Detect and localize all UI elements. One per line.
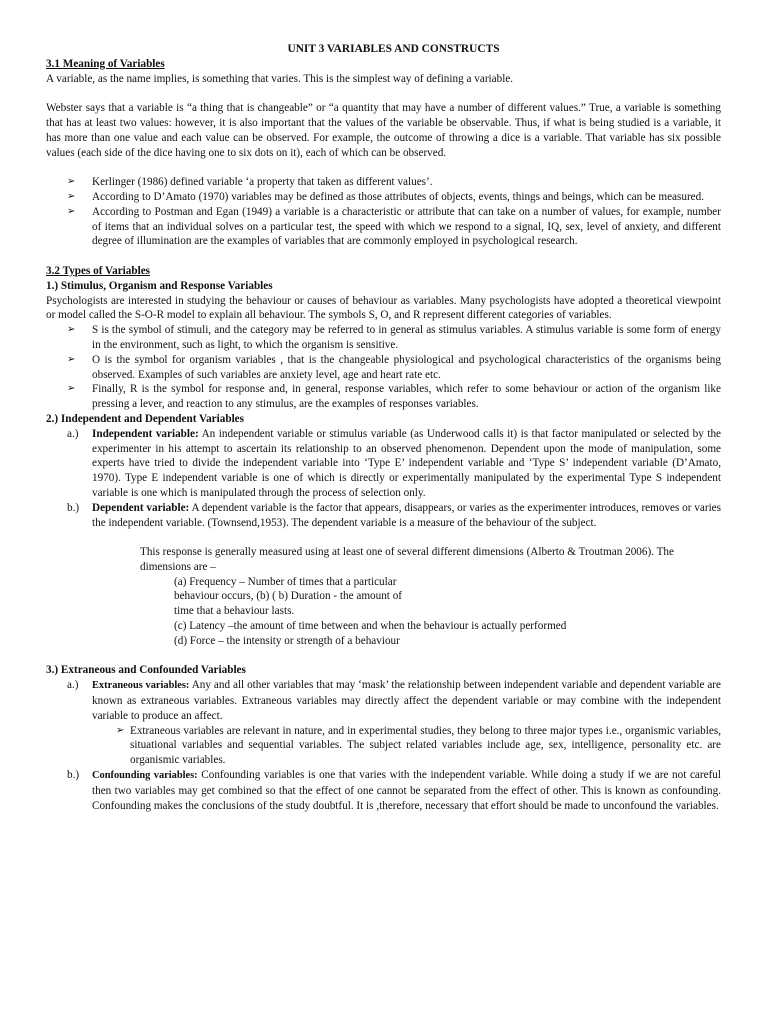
list-item: ➢ Finally, R is the symbol for response and, in general, response variables, which refer to some behaviour or action of the organism like pressing a lever, and reaction to any stimulus, are the examples of responses variables. — [67, 383, 721, 411]
arrow-bullet-icon: ➢ — [67, 205, 76, 217]
sor-list — [46, 323, 721, 412]
arrow-bullet-icon: ➢ — [67, 176, 76, 188]
section-heading-meaning: 3.1 Meaning of Variables — [46, 57, 165, 70]
arrow-bullet-icon: ➢ — [67, 383, 76, 395]
arrow-bullet-icon: ➢ — [67, 324, 76, 336]
arrow-bullet-icon: ➢ — [67, 353, 76, 365]
list-item: ➢ According to Postman and Egan (1949) a variable is a characteristic or attribute that can take on a number of values, for example, number of items that an individual solves on a particular test, the speed with which we respond to a signal, IQ, sex, level of anxiety, and different degree of illumination are the examples of variables that are commonly employed in psychological research. — [67, 205, 721, 248]
paragraph-webster: Webster says that a variable is “a thing that is changeable” or “a quantity that may have a number of different values.” True, a variable is something that has at least two values: however, it is also important that the values of the variable be observable. Thus, if what is being studied is a variable, it has more than one value and each value can be observed. For example, the outcome of throwing a dice is a variable. That variable has six possible values (each side of the dice having one to six dots on it), each of which can be observed. — [46, 102, 721, 159]
arrow-bullet-icon: ➢ — [67, 190, 76, 202]
paragraph-sor-intro: Psychologists are interested in studying the behaviour or causes of behaviour as variables. Many psychologists have adopted a theoretical viewpoint or model called the S-O-R model to explain all behaviour. The symbols S, O, and R represent different categories of variables. — [46, 294, 721, 322]
extraneous-list — [46, 678, 721, 723]
list-item: ➢ O is the symbol for organism variables , that is the changeable physiological and psychological characteristics of the organisms being observed. Examples of such variables are anxiety level, age and heart rate etc. — [67, 353, 721, 381]
subheading-sor: 1.) Stimulus, Organism and Response Variables — [46, 279, 273, 292]
list-item: ➢ According to D’Amato (1970) variables may be defined as those attributes of objects, events, things and beings, which can be measured. — [67, 190, 705, 203]
subheading-indep-dep: 2.) Independent and Dependent Variables — [46, 412, 244, 425]
list-item: time that a behaviour lasts. — [174, 605, 295, 618]
section-heading-types: 3.2 Types of Variables — [46, 264, 151, 277]
list-item: ➢ Kerlinger (1986) defined variable ‘a property that taken as different values’. — [67, 176, 433, 189]
paragraph-intro: A variable, as the name implies, is something that varies. This is the simplest way of defining a variable. — [46, 72, 514, 85]
subheading-extraneous: 3.) Extraneous and Confounded Variables — [46, 664, 246, 677]
page-title: UNIT 3 VARIABLES AND CONSTRUCTS — [287, 43, 500, 55]
document-page — [46, 42, 721, 813]
indep-dep-list — [46, 427, 721, 531]
list-item: a.) Extraneous variables: Any and all other variables that may ‘mask’ the relationship between independent variable and dependent variable are known as extraneous variables. Extraneous variables may directly affect the dependent variable or may combine with the independent variable to produce an affect. — [67, 679, 721, 722]
confounding-list — [46, 768, 721, 813]
nested-bullet-extraneous: ➢ Extraneous variables are relevant in nature, and in experimental studies, they belong to three major types i.e., organismic variables, situational variables and sequential variables. The subject related variables include age, sex, intelligence, personality etc. are organismic variables. — [116, 724, 721, 767]
list-item: b.) Dependent variable: A dependent variable is the factor that appears, disappears, or varies as the experimenter introduces, removes or varies the independent variable. (Townsend,1953). The dependent variable is a measure of the behaviour of the subject. — [67, 501, 722, 529]
list-item: (c) Latency –the amount of time between and when the behaviour is actually performed — [174, 620, 567, 633]
list-item: (d) Force – the intensity or strength of a behaviour — [174, 634, 400, 647]
list-item: b.) Confounding variables: Confounding variables is one that varies with the independent variable. While doing a study if we are not careful then two variables may get combined so that the effect of one cannot be separated from the effect of other. This is known as confounding. Confounding makes the conclusions of the study doubtful. It is ,therefore, necessary that effort should be made to unconfound the variables. — [67, 769, 721, 812]
arrow-bullet-icon: ➢ — [116, 724, 125, 736]
list-item: (a) Frequency – Number of times that a particular — [174, 575, 397, 588]
list-item: behaviour occurs, (b) ( b) Duration - the amount of — [174, 590, 403, 603]
definitions-list — [46, 175, 721, 249]
list-item: ➢ S is the symbol of stimuli, and the category may be referred to in general as stimulus variables. A stimulus variable is some form of energy in the environment, such as light, to which the organism is sensitive. — [67, 324, 721, 351]
list-item: a.) Independent variable: An independent variable or stimulus variable (as Underwood calls it) is that factor manipulated or selected by the experimenter in his attempt to ascertain its relationship to an observed phenomenon. Dependent upon the mode of manipulation, some experts have tried to divide the independent variable into ‘Type E’ independent variable and ‘Type S’ independent variable (D’Amato, 1970). Type E independent variable is one of which is directly or experimentally manipulated by the experimental Type S independent variable is one which is manipulated through the process of selection only. — [67, 427, 722, 499]
dimensions-list — [174, 575, 674, 649]
paragraph-response-dimensions: This response is generally measured using at least one of several different dimensions (Alberto & Troutman 2006). The dimensions are – — [140, 546, 674, 573]
